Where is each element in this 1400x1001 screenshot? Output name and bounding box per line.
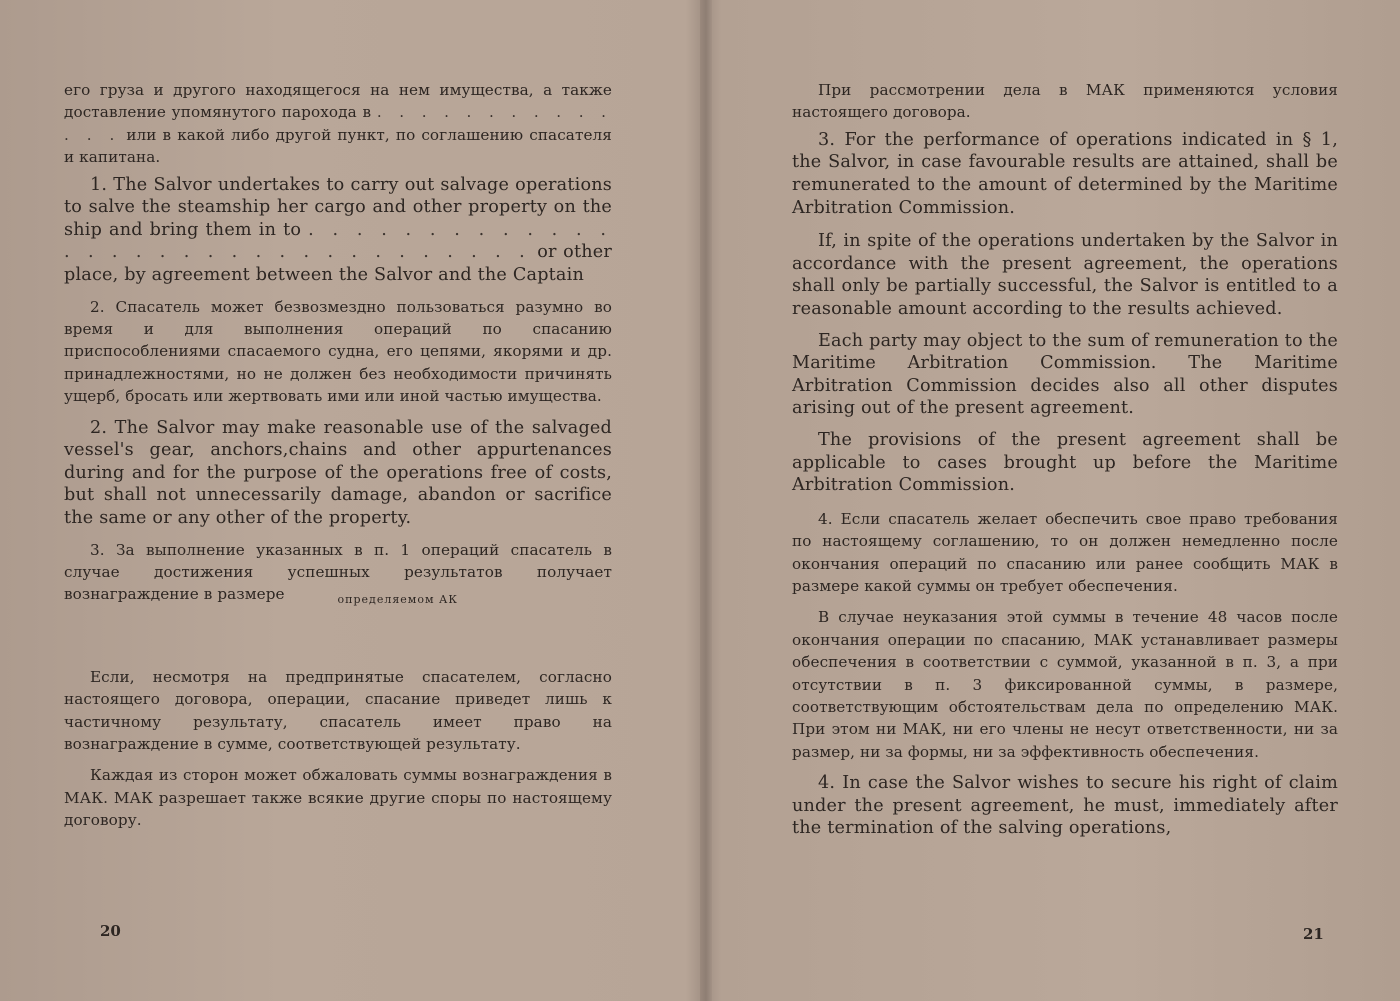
right-page-number: 21 <box>1303 925 1324 943</box>
left-paragraph-2 <box>64 174 612 287</box>
left-paragraph-1 <box>64 79 612 169</box>
left-paragraph-6: Если, несмотря на предпринятые спасателем, согласно настоящего договора, операции, спасание приведет лишь к частичному результату, спасатель имеет право на вознаграждение в сумме, соответствующей результату. <box>64 667 612 754</box>
left-paragraph-4: 2. The Salvor may make reasonable use of the salvaged vessel's gear, anchors,chains and other appurtenances during and for the purpose of the operations free of costs, but shall not unnecessarily damage, abandon or sacrifice the same or any other of the property. <box>64 417 612 528</box>
right-paragraph-7: В случае неуказания этой суммы в течение 48 часов после окончания операции по спасанию, МАК устанавливает размеры обеспечения в соответствии с суммой, указанной в п. 3, а при отсутствии в п. 3 фиксированной суммы, в размере, соответствующим обстоятельствам дела по определению МАК. При этом ни МАК, ни его члены не несут ответственности, ни за размер, ни за формы, ни за эффективность обеспечения. <box>792 608 1338 761</box>
left-p5-note: определяемом АК <box>337 593 458 607</box>
right-paragraph-3: If, in spite of the operations undertaken by the Salvor in accordance with the present agreement, the operations shall only be partially successful, the Salvor is entitled to a reasonable amount according to the results achieved. <box>792 231 1338 319</box>
left-p2-dots: . . . . . . . . . . . . . . . . . . . . . . . . . . . . . . . . . <box>64 219 612 263</box>
left-p2-text-a: 1. The Salvor undertakes to carry out salvage operations to salve the steamship <box>64 174 612 218</box>
right-paragraph-2: 3. For the performance of operations indicated in § 1, the Salvor, in case favourable results are attained, shall be remunerated to the amount of determined by the Maritime Arbitration Commission. <box>792 129 1338 218</box>
book-gutter <box>700 0 712 1001</box>
left-paragraph-7: Каждая из сторон может обжаловать суммы вознаграждения в МАК. МАК разрешает также всякие другие споры по настоящему договору. <box>64 766 612 830</box>
right-paragraph-4: Each party may object to the sum of remuneration to the Maritime Arbitration Commission. The Maritime Arbitration Commission decides also all other disputes arising out of the present agreement. <box>792 330 1338 419</box>
left-p1-dots: . . . . . . . . . . . . . . <box>64 103 612 144</box>
left-paragraph-5 <box>64 539 612 612</box>
right-paragraph-8: 4. In case the Salvor wishes to secure his right of claim under the present agreement, he must, immediately after the termination of the salving operations, <box>792 773 1338 839</box>
left-paragraph-3: 2. Спасатель может безвозмездно пользоваться разумно во время и для выполнения операций по спасанию приспособлениями спасаемого судна, его цепями, якорями и др. принадлежностями, но не должен без необходимости причинять ущерб, бросать или жертвовать ими или иной частью имущества. <box>64 297 612 406</box>
right-page <box>712 0 1400 1001</box>
right-paragraph-6: 4. Если спасатель желает обеспечить свое право требования по настоящему соглашению, то он должен немедленно после окончания операций по спасанию или ранее сообщить МАК в размере какой суммы он требует обеспечения. <box>792 509 1338 595</box>
left-page-number: 20 <box>100 922 121 940</box>
right-paragraph-5: The provisions of the present agreement shall be applicable to cases brought up before the Maritime Arbitration Commission. <box>792 429 1338 496</box>
left-p2-text-b: her cargo and other property on the ship and bring them in to <box>64 197 612 240</box>
left-blank-gap <box>64 612 612 666</box>
left-p5-text: 3. За выполнение указанных в п. 1 операций спасатель в случае достижения успешных результатов получает вознаграждение в размере <box>64 540 612 604</box>
left-p2-text-c: or other place, by agreement between the Salvor and the Captain <box>64 242 612 285</box>
left-p1-text: его груза и другого находящегося на нем имущества, а также доставление упомянутого парохода в <box>64 81 612 122</box>
left-p1-tail: или в какой либо другой пункт, по соглашению спасателя и капитана. <box>64 125 612 167</box>
right-paragraph-1: При рассмотрении дела в МАК применяются условия настоящего договора. <box>792 81 1338 122</box>
